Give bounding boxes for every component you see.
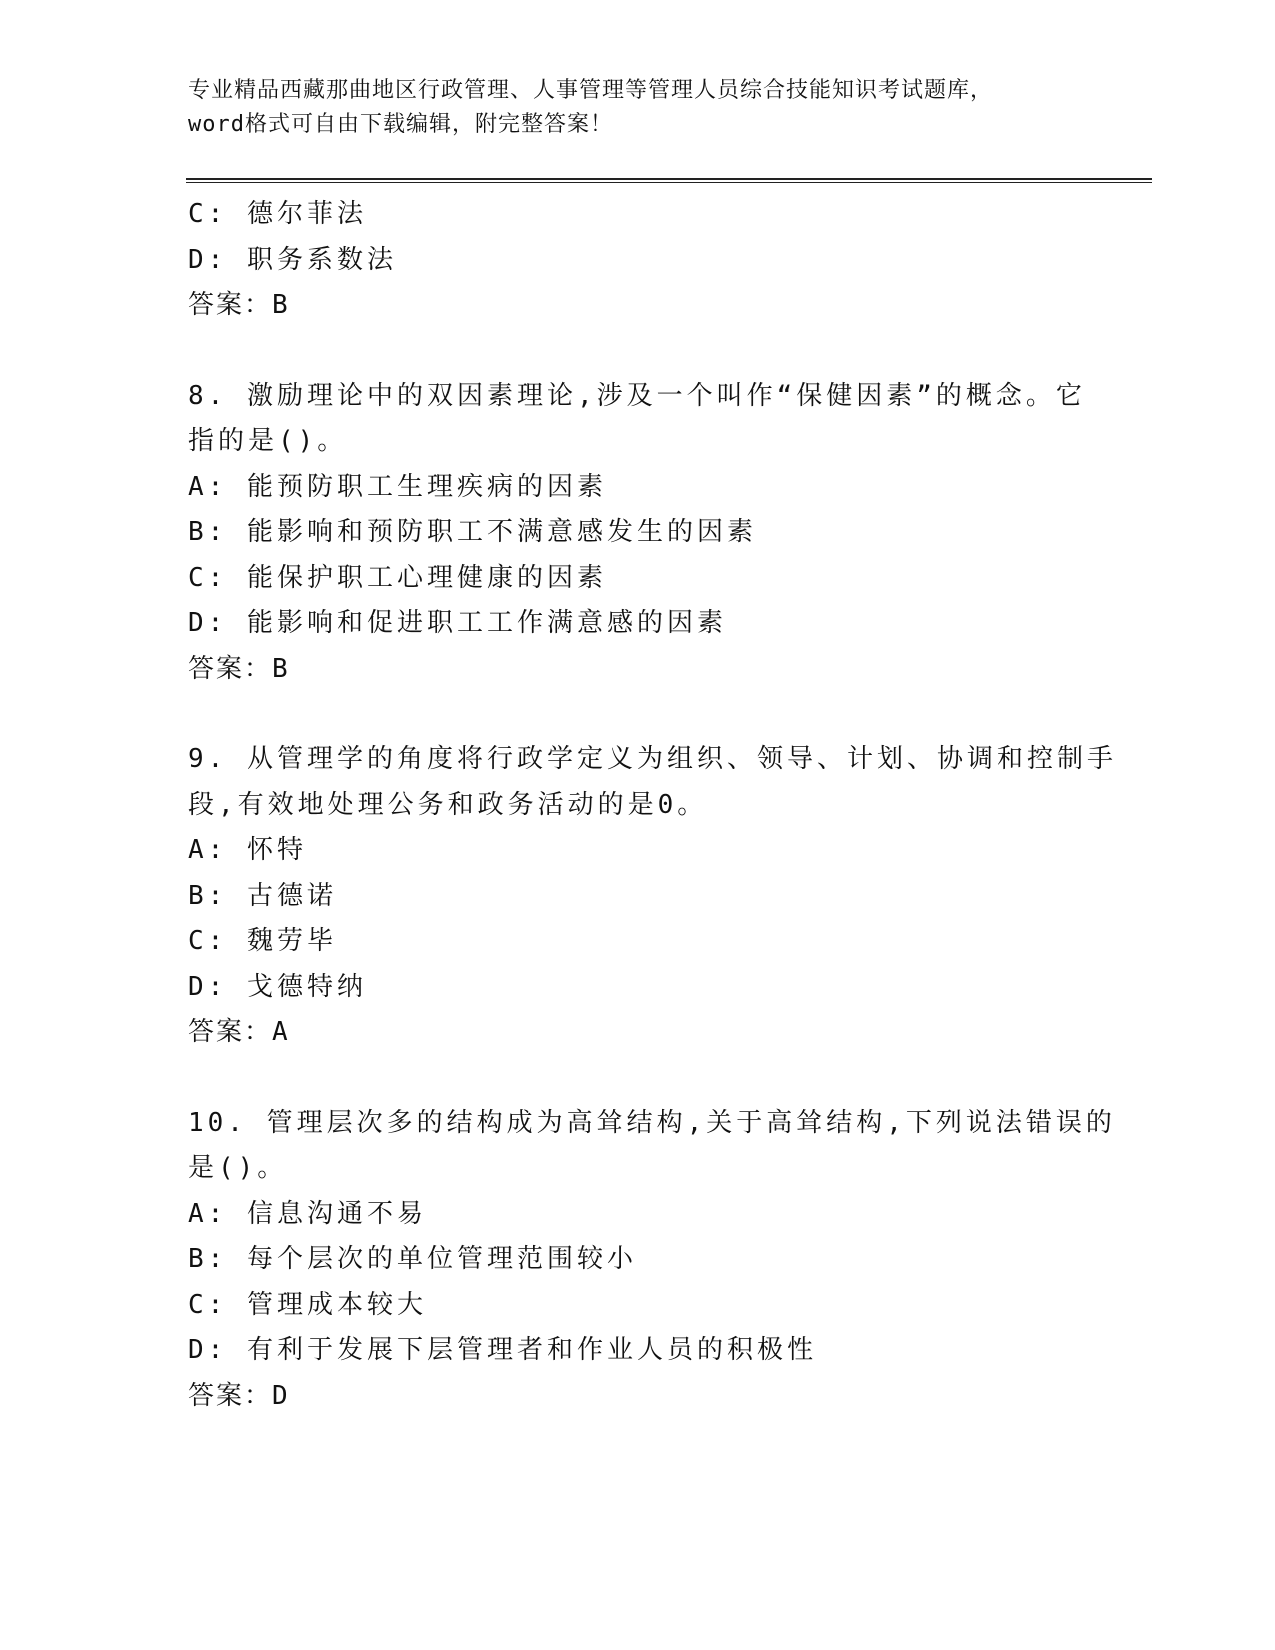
option-d: D: 戈德特纳: [188, 971, 367, 1002]
option-c: C: 魏劳毕: [188, 926, 337, 956]
question-list: [188, 192, 1117, 1419]
option-c: C: 管理成本较大: [188, 1289, 427, 1320]
answer: 答案：B: [188, 290, 290, 320]
answer: 答案：D: [188, 1380, 290, 1411]
question-10: [188, 1101, 1116, 1420]
header-divider: [186, 178, 1152, 183]
question-7-continued: [188, 192, 1088, 329]
option-c: C: 德尔菲法: [188, 199, 367, 229]
option-d: D: 能影响和促进职工工作满意感的因素: [188, 608, 727, 638]
header-line-2: word格式可自由下载编辑，附完整答案！: [188, 112, 613, 137]
header-line-1: 专业精品西藏那曲地区行政管理、人事管理等管理人员综合技能知识考试题库，: [188, 78, 994, 103]
question-8: [188, 374, 1088, 693]
option-c: C: 能保护职工心理健康的因素: [188, 562, 607, 593]
question-text: 10. 管理层次多的结构成为高耸结构,关于高耸结构,下列说法错误的: [188, 1107, 1116, 1138]
question-text: 9. 从管理学的角度将行政学定义为组织、领导、计划、协调和控制手: [188, 744, 1117, 774]
question-text: 是()。: [188, 1153, 288, 1183]
document-header: [188, 74, 1158, 142]
option-d: D: 有利于发展下层管理者和作业人员的积极性: [188, 1335, 817, 1365]
question-9: [188, 737, 1117, 1056]
option-b: B: 每个层次的单位管理范围较小: [188, 1244, 637, 1274]
option-a: A: 能预防职工生理疾病的因素: [188, 471, 607, 502]
option-a: A: 信息沟通不易: [188, 1198, 427, 1229]
question-text: 8. 激励理论中的双因素理论,涉及一个叫作“保健因素”的概念。它: [188, 380, 1086, 411]
question-text: 指的是()。: [188, 426, 348, 456]
option-d: D: 职务系数法: [188, 244, 397, 275]
answer: 答案：A: [188, 1017, 290, 1047]
question-text: 段,有效地处理公务和政务活动的是0。: [188, 789, 708, 820]
option-b: B: 古德诺: [188, 880, 337, 911]
answer: 答案：B: [188, 653, 290, 684]
option-a: A: 怀特: [188, 835, 307, 865]
option-b: B: 能影响和预防职工不满意感发生的因素: [188, 517, 757, 547]
